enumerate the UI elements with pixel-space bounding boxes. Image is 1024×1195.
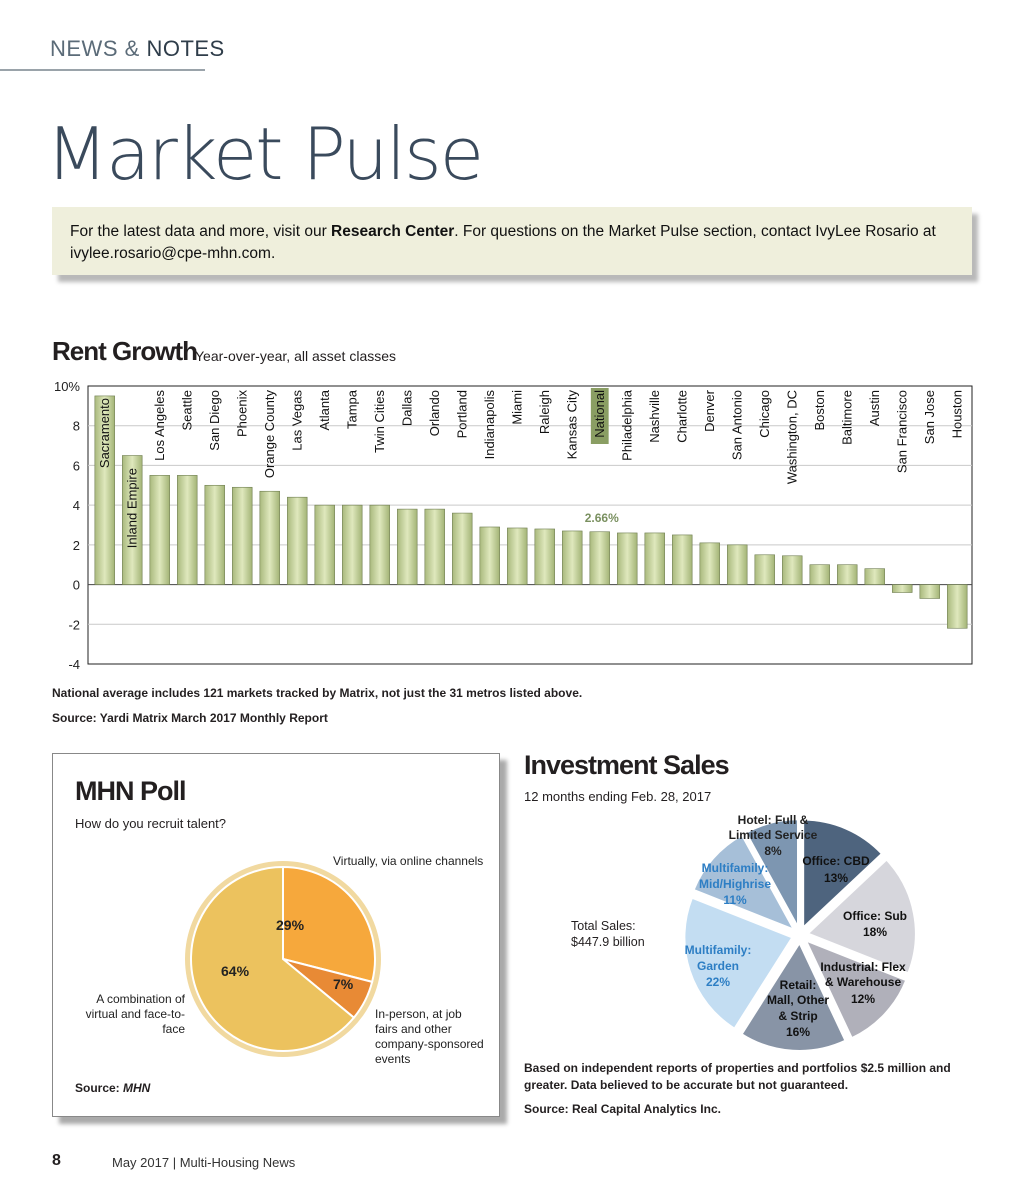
bar-philadelphia (617, 533, 637, 585)
section-notes: NOTES (146, 36, 225, 61)
rent-growth-title: Rent Growth (52, 336, 197, 366)
category-label: Austin (866, 390, 882, 427)
bar-denver (700, 543, 720, 585)
lbl-hotel-pct: 8% (764, 844, 782, 858)
poll-source-name: MHN (123, 1081, 151, 1095)
total-sales-value: $447.9 billion (571, 935, 645, 949)
bar-las-vegas (287, 497, 307, 584)
label-inperson: In-person, at job fairs and other company-sponsored events (375, 1007, 484, 1066)
category-label: Orange County (261, 390, 277, 479)
y-tick-label: 8 (72, 418, 80, 434)
category-label: Los Angeles (151, 390, 167, 461)
info-text-1: For the latest data and more, visit our (70, 223, 332, 240)
y-tick-label: -2 (68, 617, 80, 633)
y-tick-label: 4 (72, 498, 80, 514)
bar-indianapolis (480, 527, 500, 585)
y-tick-label: 2 (72, 537, 80, 553)
category-label: Indianapolis (481, 390, 497, 460)
category-label: Philadelphia (619, 390, 635, 461)
bar-san-francisco (892, 585, 912, 593)
section-rule (0, 69, 205, 71)
category-label: Portland (454, 390, 470, 439)
pct-inperson: 7% (333, 976, 354, 992)
lbl-industrial: Industrial: Flex (820, 960, 906, 974)
category-label: Raleigh (536, 390, 552, 435)
lbl-industrial-pct: 12% (850, 992, 876, 1006)
lbl-mf-mid-pct: 11% (723, 893, 747, 907)
category-label: San Diego (206, 390, 222, 451)
lbl-mf-garden-pct: 22% (705, 975, 731, 989)
section-label (50, 36, 225, 62)
section-amp: & (124, 36, 140, 61)
lbl-retail-3: & Strip (778, 1009, 818, 1023)
bar-washington-dc (782, 556, 802, 585)
bar-portland (452, 513, 472, 584)
category-label: San Antonio (729, 390, 745, 461)
category-label: Inland Empire (124, 468, 140, 549)
category-label: San Francisco (894, 390, 910, 474)
bar-los-angeles (150, 475, 170, 584)
bar-raleigh (535, 529, 555, 585)
lbl-office-sub-pct: 18% (862, 925, 888, 939)
category-label: Sacramento (96, 398, 112, 469)
lbl-mf-mid-2: Mid/Highrise (698, 877, 772, 891)
bar-seattle (177, 475, 197, 584)
total-sales-label: Total Sales: (571, 919, 636, 933)
category-label: Baltimore (839, 390, 855, 445)
rent-growth-chart (0, 378, 1024, 678)
bar-san-jose (920, 585, 940, 599)
y-tick-label: 0 (72, 577, 80, 593)
lbl-hotel: Hotel: Full & (737, 815, 809, 827)
category-label: National (591, 390, 607, 438)
bar-charlotte (672, 535, 692, 585)
chart-category-labels (97, 388, 965, 548)
poll-box (52, 753, 500, 1117)
investment-pie-chart (660, 815, 930, 1055)
lbl-industrial-2: & Warehouse (824, 975, 902, 989)
bar-houston (947, 585, 967, 629)
poll-question: How do you recruit talent? (75, 816, 227, 831)
chart-y-ticks (54, 379, 80, 672)
lbl-office-cbd-pct: 13% (823, 871, 849, 885)
rent-growth-subtitle: Year-over-year, all asset classes (195, 348, 397, 364)
category-label: Atlanta (316, 390, 332, 431)
category-label: Las Vegas (289, 390, 305, 451)
info-box (52, 207, 972, 275)
section-news: NEWS (50, 36, 118, 61)
category-label: Twin Cities (371, 390, 387, 453)
bar-austin (865, 569, 885, 585)
category-label: San Jose (921, 390, 937, 445)
page-title: Market Pulse (46, 112, 482, 196)
category-label: Seattle (179, 390, 195, 431)
category-label: Miami (509, 390, 525, 425)
pct-virtual: 29% (276, 917, 305, 933)
investment-subtitle: 12 months ending Feb. 28, 2017 (524, 789, 712, 804)
category-label: Phoenix (234, 390, 250, 437)
lbl-retail: Retail: (779, 978, 817, 992)
bar-atlanta (315, 505, 335, 584)
investment-title: Investment Sales (524, 750, 729, 780)
label-combo: A combination of virtual and face-to-face (85, 992, 185, 1036)
chart-bars (95, 396, 967, 628)
bar-boston (810, 565, 830, 585)
lbl-retail-2: Mall, Other (766, 993, 830, 1007)
pct-combo: 64% (221, 963, 250, 979)
info-text-2: . For questions on the Market Pulse section, contact IvyLee Rosario at ivylee.rosario@cpe-mhn.com. (70, 223, 936, 262)
poll-title: MHN Poll (75, 776, 186, 806)
investment-source: Source: Real Capital Analytics Inc. (524, 1102, 721, 1116)
label-virtual: Virtually, via online channels (333, 854, 484, 868)
bar-orange-county (260, 491, 280, 584)
bar-miami (507, 528, 527, 585)
bar-national (590, 532, 610, 585)
lbl-mf-garden: Multifamily: (684, 943, 752, 957)
poll-source (75, 1081, 150, 1095)
poll-source-prefix: Source: (75, 1081, 124, 1095)
lbl-hotel-2: Limited Service (728, 828, 818, 842)
category-label: Denver (701, 390, 717, 432)
info-text (70, 221, 950, 265)
page-number: 8 (52, 1152, 61, 1169)
category-label: Boston (811, 390, 827, 431)
y-tick-label: 10% (53, 379, 80, 394)
lbl-office-cbd: Office: CBD (802, 854, 870, 868)
bar-nashville (645, 533, 665, 585)
bar-baltimore (837, 565, 857, 585)
y-tick-label: -4 (68, 657, 80, 672)
category-label: Kansas City (564, 390, 580, 460)
lbl-office-sub: Office: Sub (842, 909, 908, 923)
bar-san-antonio (727, 545, 747, 585)
research-center-link[interactable]: Research Center (331, 223, 455, 240)
category-label: Charlotte (674, 390, 690, 443)
poll-pie-chart (173, 849, 393, 1069)
category-label: Houston (949, 390, 965, 439)
category-label: Tampa (344, 390, 360, 430)
total-sales (571, 918, 645, 950)
lbl-retail-pct: 16% (785, 1025, 811, 1039)
lbl-mf-mid: Multifamily: (701, 861, 769, 875)
category-label: Chicago (756, 390, 772, 438)
chart-note: National average includes 121 markets tracked by Matrix, not just the 31 metros listed above. (52, 686, 583, 700)
poll-pie-slices (185, 861, 381, 1057)
bar-phoenix (232, 487, 252, 584)
bar-dallas (397, 509, 417, 584)
bar-tampa (342, 505, 362, 584)
y-tick-label: 6 (72, 458, 80, 474)
category-label: Orlando (426, 390, 442, 437)
investment-note: Based on independent reports of properties and portfolios $2.5 million and greater. Data believed to be accurate but not guaranteed. (524, 1061, 951, 1092)
bar-kansas-city (562, 531, 582, 585)
national-value-label: 2.66% (584, 510, 619, 525)
bar-chicago (755, 555, 775, 585)
category-label: Washington, DC (784, 390, 800, 485)
chart-source: Source: Yardi Matrix March 2017 Monthly Report (52, 711, 328, 725)
bar-twin-cities (370, 505, 390, 584)
footer-text: May 2017 | Multi-Housing News (112, 1155, 296, 1170)
bar-san-diego (205, 485, 225, 584)
lbl-mf-garden-2: Garden (696, 959, 740, 973)
bar-orlando (425, 509, 445, 584)
category-label: Nashville (646, 390, 662, 443)
category-label: Dallas (399, 390, 415, 427)
